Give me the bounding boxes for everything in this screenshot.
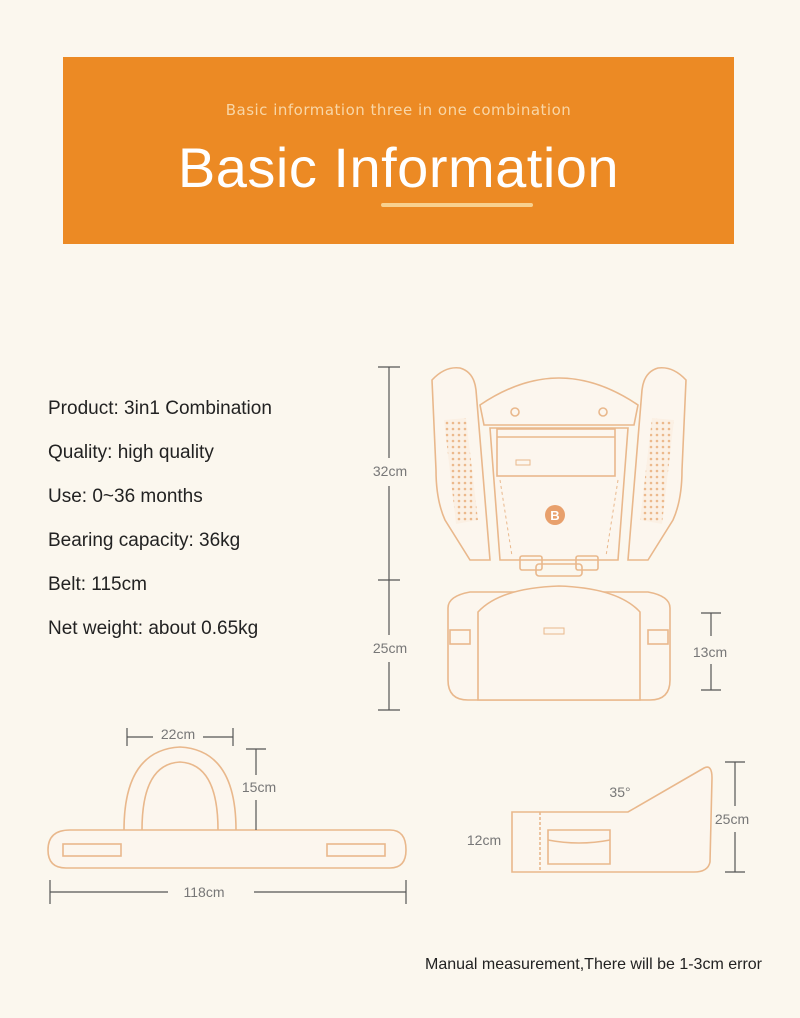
seat-side-height-label: 12cm [466, 832, 502, 848]
banner-title: Basic Information [177, 136, 620, 199]
belt-arch-height-label: 15cm [241, 779, 277, 795]
belt-length-label: 118cm [183, 884, 225, 900]
spec-net-weight: Net weight: about 0.65kg [48, 618, 259, 639]
carrier-bottom-height-label: 25cm [372, 640, 408, 656]
brand-badge-letter: B [550, 508, 560, 523]
measurement-footnote: Manual measurement,There will be 1-3cm error [424, 956, 762, 973]
belt-arch-width-label: 22cm [160, 726, 196, 742]
banner-subtitle: Basic information three in one combination [225, 101, 572, 119]
spec-quality: Quality: high quality [48, 442, 214, 463]
carrier-height-dimension [378, 367, 400, 710]
seat-height-label: 13cm [692, 644, 728, 660]
belt-drawing [48, 747, 406, 868]
seat-total-height-label: 25cm [714, 811, 750, 827]
carrier-top-height-label: 32cm [372, 463, 408, 479]
spec-belt: Belt: 115cm [48, 574, 147, 595]
belt-length-dimension [50, 880, 406, 904]
spec-product: Product: 3in1 Combination [48, 398, 272, 419]
spec-use: Use: 0~36 months [48, 486, 203, 507]
seat-side-drawing [512, 767, 712, 872]
carrier-front-drawing [432, 368, 686, 700]
seat-angle-label: 35° [609, 784, 631, 800]
spec-bearing-capacity: Bearing capacity: 36kg [48, 530, 241, 551]
